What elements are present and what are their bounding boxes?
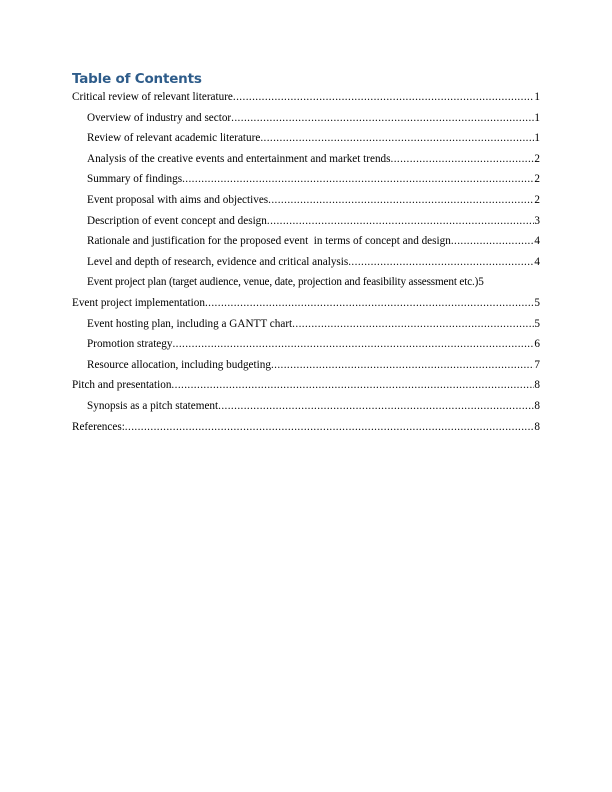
toc-list (72, 90, 540, 440)
toc-dot-leader (292, 317, 534, 331)
toc-page-number: 1 (534, 111, 540, 124)
toc-page-number: 2 (534, 152, 540, 165)
toc-dot-leader (391, 152, 535, 166)
toc-entry-text: Synopsis as a pitch statement (87, 399, 219, 412)
toc-dot-leader (125, 420, 535, 434)
toc-entry-text: Event hosting plan, including a GANTT chart (87, 317, 293, 330)
toc-entry[interactable] (72, 358, 540, 379)
toc-entry-text: Resource allocation, including budgeting (87, 358, 271, 371)
toc-entry-text: Summary of findings (87, 173, 183, 186)
toc-entry-text: Critical review of relevant literature (72, 91, 233, 103)
toc-entry-text: Promotion strategy (87, 338, 173, 351)
toc-entry[interactable] (72, 172, 540, 193)
toc-entry-text: References: (72, 420, 125, 433)
toc-dot-leader (348, 255, 534, 269)
toc-page-number: 8 (534, 399, 540, 412)
toc-entry[interactable] (72, 111, 540, 132)
toc-page-number: 2 (534, 193, 540, 206)
toc-entry[interactable] (72, 193, 540, 214)
toc-entry-text: Event proposal with aims and objectives (87, 193, 269, 206)
toc-entry-text: Event project plan (target audience, venue, date, projection and feasibility assessment etc.) (87, 276, 479, 289)
toc-page-number: 8 (534, 379, 540, 392)
toc-page-number: 8 (534, 420, 540, 433)
toc-entry-text: Pitch and presentation (72, 379, 172, 392)
toc-dot-leader (205, 296, 534, 310)
toc-entry-text: Level and depth of research, evidence and critical analysis (87, 255, 349, 268)
toc-page-number: 2 (534, 173, 540, 186)
toc-entry-text: Overview of industry and sector (87, 111, 232, 124)
toc-dot-leader (182, 172, 534, 186)
toc-entry[interactable] (72, 234, 540, 255)
toc-dot-leader (233, 90, 535, 104)
toc-entry[interactable] (72, 296, 540, 317)
toc-entry[interactable] (72, 131, 540, 152)
toc-entry[interactable] (72, 214, 540, 235)
toc-dot-leader (172, 337, 534, 351)
toc-page-number: 4 (534, 235, 540, 248)
toc-entry[interactable] (72, 90, 540, 111)
toc-entry[interactable] (72, 317, 540, 338)
toc-entry-text: Event project implementation (72, 296, 205, 309)
toc-page-number: 4 (534, 255, 540, 268)
toc-entry-text: Description of event concept and design (87, 214, 267, 227)
toc-entry[interactable] (72, 420, 540, 441)
toc-dot-leader (267, 214, 535, 228)
toc-page-number: 6 (534, 338, 540, 351)
toc-entry[interactable] (72, 337, 540, 358)
toc-entry[interactable] (72, 378, 540, 399)
toc-dot-leader (271, 358, 534, 372)
toc-page-number: 5 (534, 296, 540, 309)
toc-dot-leader (268, 193, 534, 207)
toc-dot-leader (171, 378, 534, 392)
toc-entry[interactable] (72, 255, 540, 276)
toc-entry[interactable] (72, 399, 540, 420)
toc-page-number: 5 (478, 276, 484, 289)
toc-dot-leader (260, 131, 534, 145)
toc-entry[interactable] (72, 152, 540, 173)
toc-dot-leader (451, 234, 535, 248)
toc-entry[interactable] (72, 275, 540, 296)
toc-entry-text: Review of relevant academic literature (87, 132, 261, 145)
toc-page-number: 1 (534, 91, 540, 103)
toc-entry-text: Rationale and justification for the proposed event in terms of concept and design (87, 235, 451, 248)
toc-entry-text: Analysis of the creative events and entertainment and market trends (87, 152, 391, 165)
toc-dot-leader (218, 399, 534, 413)
toc-page-number: 7 (534, 358, 540, 371)
toc-title: Table of Contents (72, 71, 202, 87)
toc-page-number: 5 (534, 317, 540, 330)
toc-page-number: 3 (534, 214, 540, 227)
toc-page-number: 1 (534, 132, 540, 145)
toc-dot-leader (231, 111, 534, 125)
